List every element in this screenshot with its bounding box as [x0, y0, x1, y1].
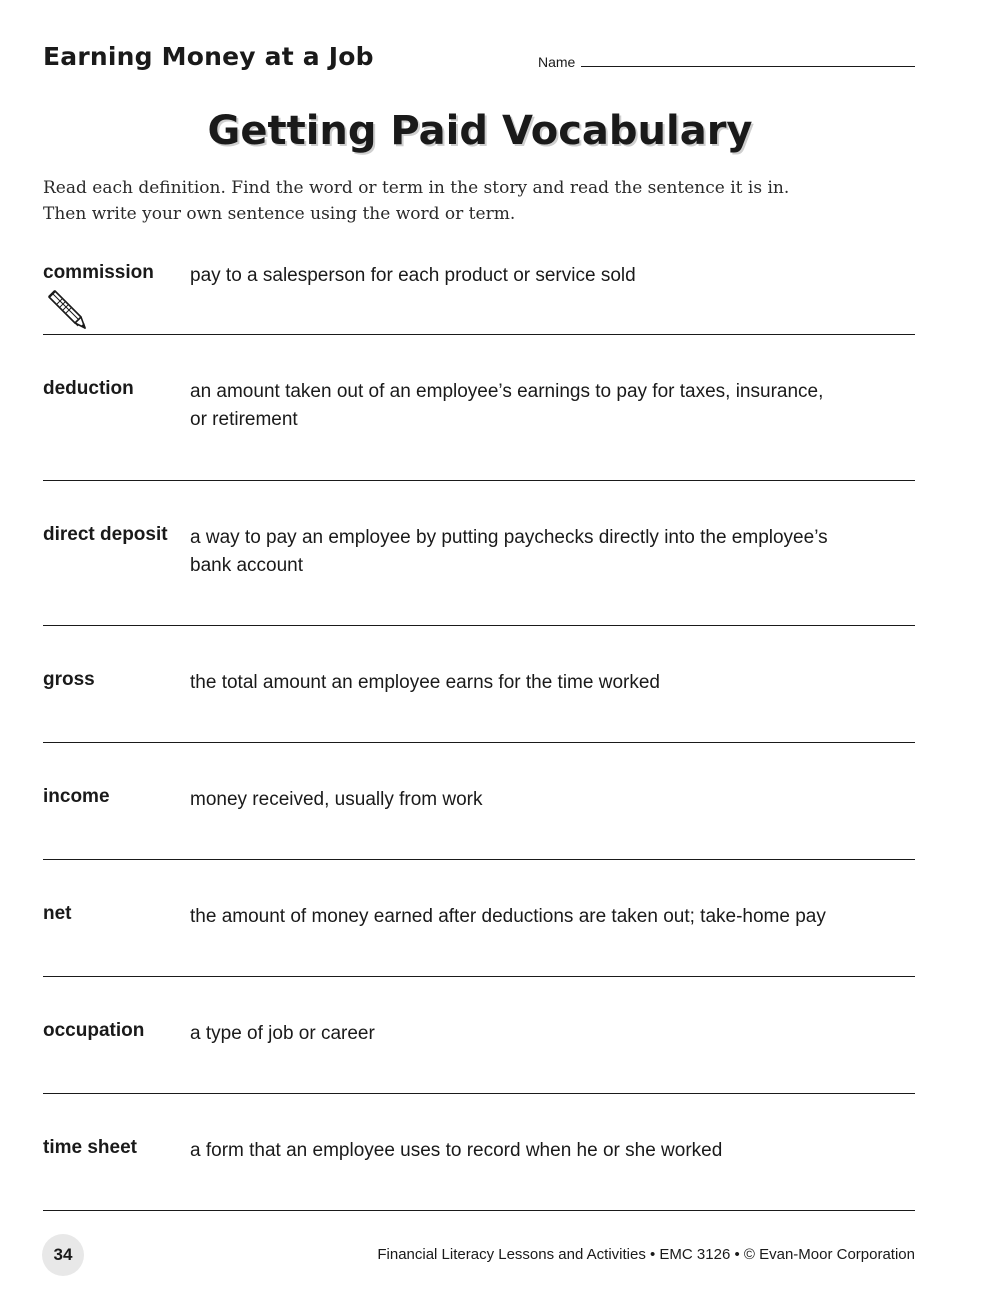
definition-line: the total amount an employee earns for the time worked [190, 672, 660, 693]
definition-line: a form that an employee uses to record when he or she worked [190, 1140, 723, 1161]
writing-line[interactable] [43, 625, 915, 626]
vocab-term: time sheet [43, 1137, 137, 1158]
definition-line: an amount taken out of an employee’s earnings to pay for taxes, insurance, [190, 381, 824, 402]
instructions-line: Read each definition. Find the word or term in the story and read the sentence it is in. [43, 178, 790, 198]
writing-line[interactable] [43, 742, 915, 743]
instructions [43, 175, 923, 227]
vocab-definition [190, 786, 880, 814]
vocab-definition [190, 1137, 880, 1165]
vocab-term: income [43, 786, 110, 807]
writing-line[interactable] [43, 859, 915, 860]
page-number: 34 [42, 1234, 84, 1276]
vocab-definition [190, 669, 880, 697]
vocab-definition [190, 903, 880, 931]
vocab-definition [190, 378, 880, 434]
vocab-term: commission [43, 262, 154, 283]
writing-line[interactable] [43, 1210, 915, 1211]
writing-line[interactable] [43, 976, 915, 977]
page-title: Getting Paid Vocabulary [207, 108, 753, 154]
definition-line: or retirement [190, 409, 298, 430]
vocab-term: gross [43, 669, 95, 690]
vocab-term: occupation [43, 1020, 145, 1041]
vocab-definition [190, 262, 880, 290]
definition-line: a type of job or career [190, 1023, 375, 1044]
pencil-icon [45, 289, 89, 331]
writing-line[interactable] [43, 480, 915, 481]
vocab-term: deduction [43, 378, 134, 399]
vocab-term: direct deposit [43, 524, 168, 545]
writing-line[interactable] [43, 334, 915, 335]
definition-line: pay to a salesperson for each product or service sold [190, 265, 636, 286]
vocab-term: net [43, 903, 72, 924]
vocab-definition [190, 1020, 880, 1048]
instructions-line: Then write your own sentence using the word or term. [43, 204, 516, 224]
footer-credit: Financial Literacy Lessons and Activities • EMC 3126 • © Evan-Moor Corporation [377, 1246, 915, 1263]
name-write-line[interactable] [581, 66, 915, 67]
name-label: Name [538, 54, 576, 70]
definition-line: the amount of money earned after deductions are taken out; take-home pay [190, 906, 826, 927]
vocab-definition [190, 524, 880, 580]
definition-line: bank account [190, 555, 304, 576]
definition-line: a way to pay an employee by putting paychecks directly into the employee’s [190, 527, 828, 548]
writing-line[interactable] [43, 1093, 915, 1094]
unit-title: Earning Money at a Job [43, 42, 374, 71]
definition-line: money received, usually from work [190, 789, 483, 810]
